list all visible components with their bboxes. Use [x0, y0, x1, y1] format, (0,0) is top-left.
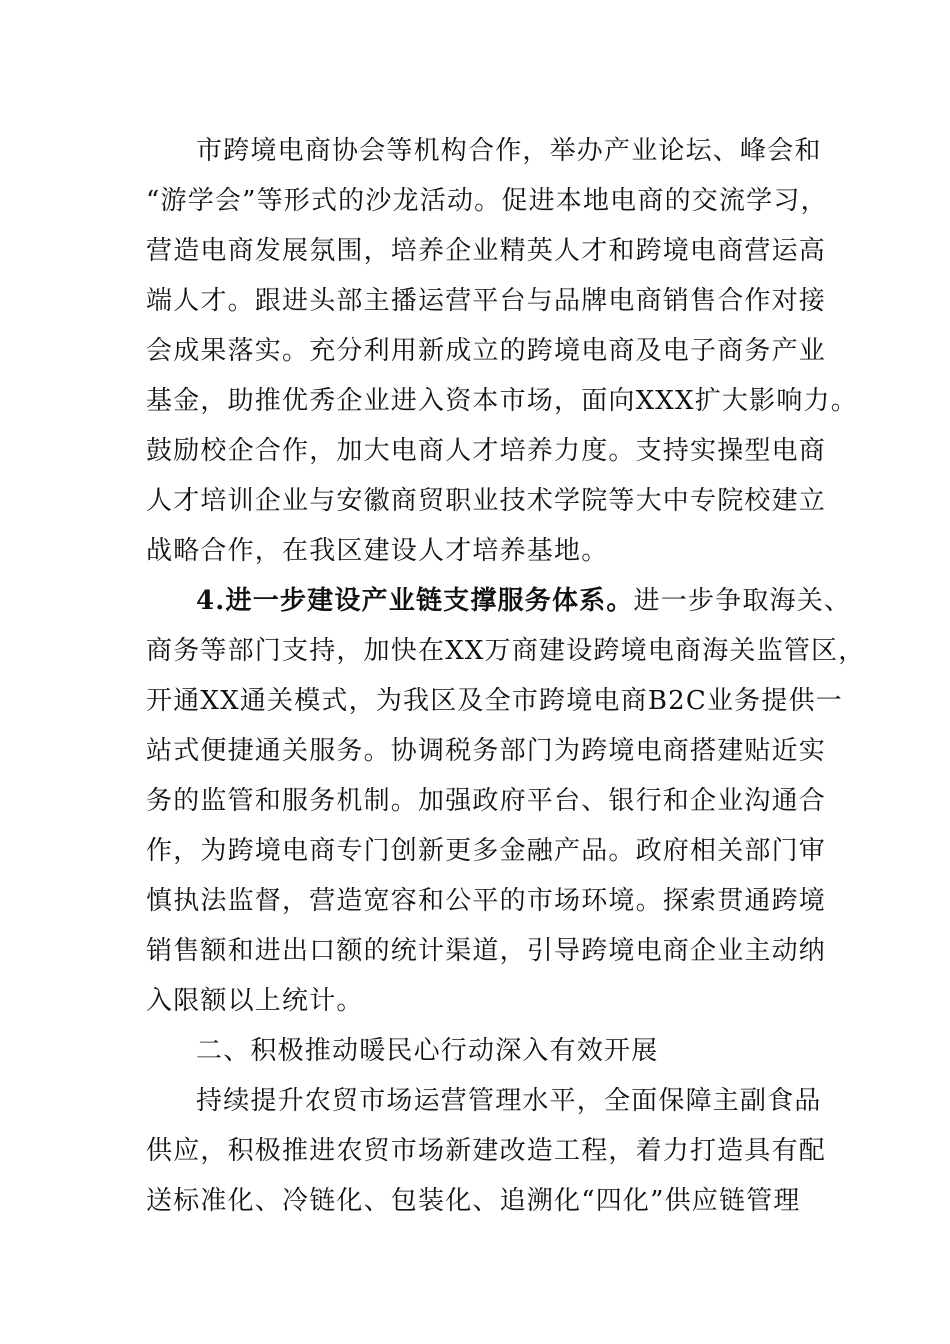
paragraph-line: 慎执法监督，营造宽容和公平的市场环境。探索贯通跨境 [146, 886, 827, 916]
paragraph-line: 商务等部门支持，加快在XX万商建设跨境电商海关监管区， [146, 636, 866, 666]
paragraph-line: “游学会”等形式的沙龙活动。促进本地电商的交流学习， [146, 186, 828, 216]
paragraph-line: 营造电商发展氛围，培养企业精英人才和跨境电商营运高 [146, 236, 827, 266]
paragraph-line: 鼓励校企合作，加大电商人才培养力度。支持实操型电商 [146, 436, 827, 466]
paragraph-line: 市跨境电商协会等机构合作，举办产业论坛、峰会和 [196, 136, 822, 166]
paragraph-line: 销售额和进出口额的统计渠道，引导跨境电商企业主动纳 [146, 936, 827, 966]
paragraph-line: 供应，积极推进农贸市场新建改造工程，着力打造具有配 [146, 1136, 827, 1166]
section-4-heading: 4.进一步建设产业链支撑服务体系。 [196, 586, 634, 616]
paragraph-line: 会成果落实。充分利用新成立的跨境电商及电子商务产业 [146, 336, 827, 366]
paragraph-line: 战略合作，在我区建设人才培养基地。 [146, 536, 609, 566]
paragraph-line: 端人才。跟进头部主播运营平台与品牌电商销售合作对接 [146, 286, 827, 316]
paragraph-line: 站式便捷通关服务。协调税务部门为跨境电商搭建贴近实 [146, 736, 827, 766]
paragraph-line: 开通XX通关模式，为我区及全市跨境电商B2C业务提供一 [146, 686, 843, 716]
paragraph-line: 人才培训企业与安徽商贸职业技术学院等大中专院校建立 [146, 486, 827, 516]
paragraph-line: 务的监管和服务机制。加强政府平台、银行和企业沟通合 [146, 786, 827, 816]
paragraph-line: 基金，助推优秀企业进入资本市场，面向XXX扩大影响力。 [146, 386, 858, 416]
section-4-first-line-text: 进一步争取海关、 [633, 586, 852, 616]
paragraph-line: 持续提升农贸市场运营管理水平，全面保障主副食品 [196, 1086, 822, 1116]
section-4-first-line [196, 576, 856, 626]
paragraph-line: 送标准化、冷链化、包装化、追溯化“四化”供应链管理 [146, 1186, 801, 1216]
paragraph-line: 作，为跨境电商专门创新更多金融产品。政府相关部门审 [146, 836, 827, 866]
section-2-heading: 二、积极推动暖民心行动深入有效开展 [196, 1036, 659, 1066]
paragraph-line: 入限额以上统计。 [146, 986, 364, 1016]
